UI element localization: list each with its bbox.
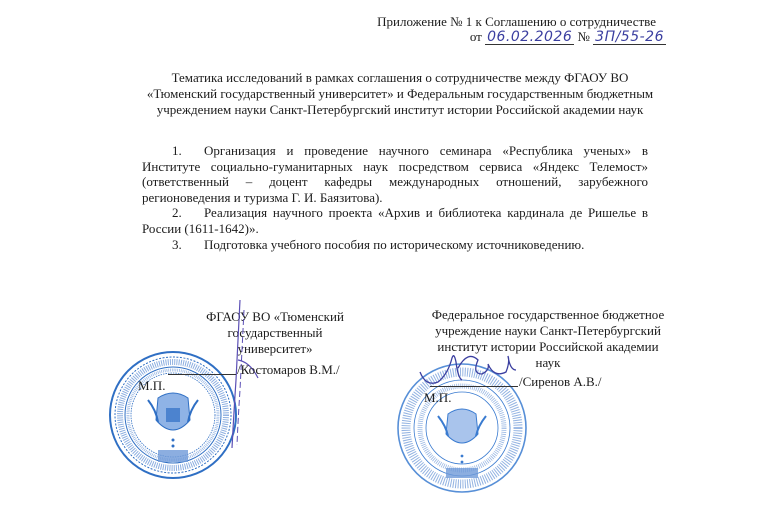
left-org-line-2: университет» bbox=[237, 341, 313, 356]
list-item bbox=[142, 143, 648, 205]
item-number: 2. bbox=[172, 205, 182, 221]
title-line-3: учреждением науки Санкт-Петербургский институт истории Российской академии наук bbox=[156, 102, 644, 117]
item-number: 1. bbox=[172, 143, 182, 158]
date-prefix: от bbox=[469, 29, 482, 44]
item-text: Организация и проведение научного семинара «Республика ученых» в Институте социально-гуманитарных наук посредством сервиса «Яндекс Телемост» (ответственный – доцент кафедры международных отношений, зарубежного регионоведения и туризма Г. И. Баязитова). bbox=[142, 143, 648, 205]
left-signatory-name: /Костомаров В.М./ bbox=[237, 362, 340, 377]
appendix-reference: Приложение № 1 к Соглашению о сотрудничестве bbox=[377, 14, 656, 29]
right-signature-line bbox=[430, 386, 518, 387]
item-text: Реализация научного проекта «Архив и библиотека кардинала де Ришелье в России (1611-1642)». bbox=[142, 205, 648, 236]
left-seal-label: М.П. bbox=[138, 378, 166, 393]
left-signature-line bbox=[168, 374, 236, 375]
agreement-date: 06.02.2026 bbox=[487, 29, 573, 45]
right-seal-label: М.П. bbox=[424, 390, 452, 405]
right-org-line-3: институт истории Российской академии наук bbox=[437, 339, 659, 370]
research-topics-list bbox=[142, 143, 648, 252]
left-org-line-1: ФГАОУ ВО «Тюменский государственный bbox=[206, 309, 344, 340]
right-org-line-1: Федеральное государственное бюджетное bbox=[431, 307, 665, 322]
agreement-number: 3П/55-26 bbox=[595, 29, 664, 45]
item-text: Подготовка учебного пособия по историческому источниковедению. bbox=[204, 236, 585, 252]
list-item bbox=[142, 237, 648, 253]
title-line-2: «Тюменский государственный университет» и Федеральным государственным бюджетным bbox=[146, 86, 654, 101]
document-title bbox=[140, 70, 660, 118]
item-number: 3. bbox=[172, 236, 182, 252]
right-signatory-name: /Сиренов А.В./ bbox=[519, 374, 602, 389]
list-item bbox=[142, 205, 648, 236]
agreement-date-number bbox=[470, 29, 666, 45]
title-line-1: Тематика исследований в рамках соглашения о сотрудничестве между ФГАОУ ВО bbox=[171, 70, 629, 85]
right-org-line-2: учреждение науки Санкт-Петербургский bbox=[435, 323, 661, 338]
number-prefix: № bbox=[577, 29, 590, 44]
